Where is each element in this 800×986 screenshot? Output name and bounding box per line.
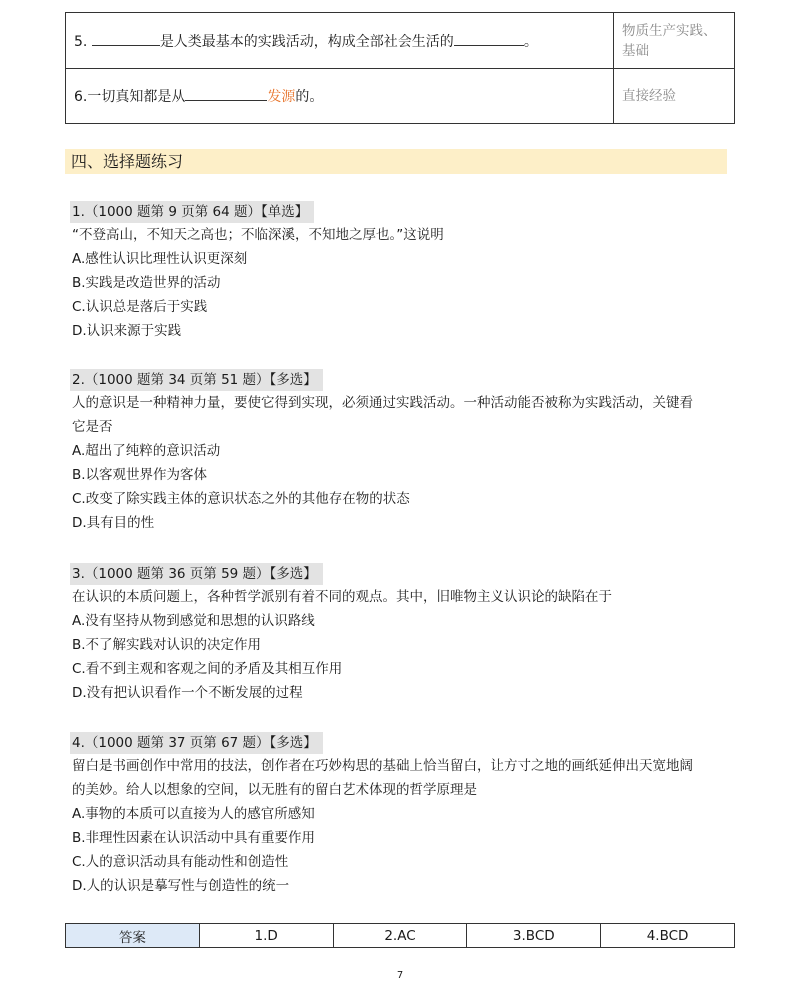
table-row [66, 924, 735, 948]
question-header: 4.（1000 题第 37 页第 67 题）【多选】 [70, 732, 323, 754]
question-header: 1.（1000 题第 9 页第 64 题）【单选】 [70, 201, 314, 223]
question-header: 3.（1000 题第 36 页第 59 题）【多选】 [70, 563, 323, 585]
answer-4: 4.BCD [601, 924, 735, 948]
table-row [66, 13, 735, 69]
option-c: C.认识总是落后于实践 [72, 299, 208, 315]
question-1 [72, 201, 732, 343]
blank-line [454, 31, 524, 46]
question-stem: “不登高山，不知天之高也；不临深溪，不知地之厚也。”这说明 [72, 227, 444, 243]
blank-line [92, 31, 160, 46]
question-stem: 在认识的本质问题上，各种哲学派别有着不同的观点。其中，旧唯物主义认识论的缺陷在于 [72, 589, 612, 605]
answer-3: 3.BCD [467, 924, 601, 948]
option-a: A.事物的本质可以直接为人的感官所感知 [72, 806, 315, 822]
answer-cell: 物质生产实践、基础 [614, 13, 735, 69]
option-c: C.人的意识活动具有能动性和创造性 [72, 854, 289, 870]
answer-2: 2.AC [333, 924, 467, 948]
option-d: D.认识来源于实践 [72, 323, 182, 339]
question-stem: 人的意识是一种精神力量，要使它得到实现，必须通过实践活动。一种活动能否被称为实践活动，关键看 [72, 395, 693, 411]
option-c: C.看不到主观和客观之间的矛盾及其相互作用 [72, 661, 343, 677]
question-stem-cont: 它是否 [72, 419, 113, 435]
answer-table [65, 923, 735, 948]
table-row [66, 69, 735, 124]
blank-line [185, 86, 267, 101]
fill-blank-table [65, 12, 735, 124]
answer-label: 答案 [66, 924, 200, 948]
option-c: C.改变了除实践主体的意识状态之外的其他存在物的状态 [72, 491, 410, 507]
option-b: B.以客观世界作为客体 [72, 467, 208, 483]
question-header: 2.（1000 题第 34 页第 51 题）【多选】 [70, 369, 323, 391]
question-cell: 6.一切真知都是从 发源的。 [66, 69, 614, 124]
highlighted-text: 发源 [267, 89, 296, 105]
question-cell: 5. 是人类最基本的实践活动，构成全部社会生活的 。 [66, 13, 614, 69]
question-stem-cont: 的美妙。给人以想象的空间，以无胜有的留白艺术体现的哲学原理是 [72, 782, 477, 798]
option-a: A.没有坚持从物到感觉和思想的认识路线 [72, 613, 315, 629]
answer-cell: 直接经验 [614, 69, 735, 124]
answer-1: 1.D [199, 924, 333, 948]
option-d: D.没有把认识看作一个不断发展的过程 [72, 685, 303, 701]
question-stem: 留白是书画创作中常用的技法，创作者在巧妙构思的基础上恰当留白，让方寸之地的画纸延伸出天宽地阔 [72, 758, 693, 774]
question-2 [72, 369, 732, 535]
question-4 [72, 732, 732, 898]
option-b: B.实践是改造世界的活动 [72, 275, 221, 291]
option-d: D.具有目的性 [72, 515, 155, 531]
option-a: A.超出了纯粹的意识活动 [72, 443, 221, 459]
page-number: 7 [396, 970, 404, 981]
question-3 [72, 563, 732, 705]
option-d: D.人的认识是摹写性与创造性的统一 [72, 878, 290, 894]
option-b: B.非理性因素在认识活动中具有重要作用 [72, 830, 316, 846]
option-b: B.不了解实践对认识的决定作用 [72, 637, 262, 653]
section-title: 四、选择题练习 [65, 149, 727, 174]
option-a: A.感性认识比理性认识更深刻 [72, 251, 248, 267]
